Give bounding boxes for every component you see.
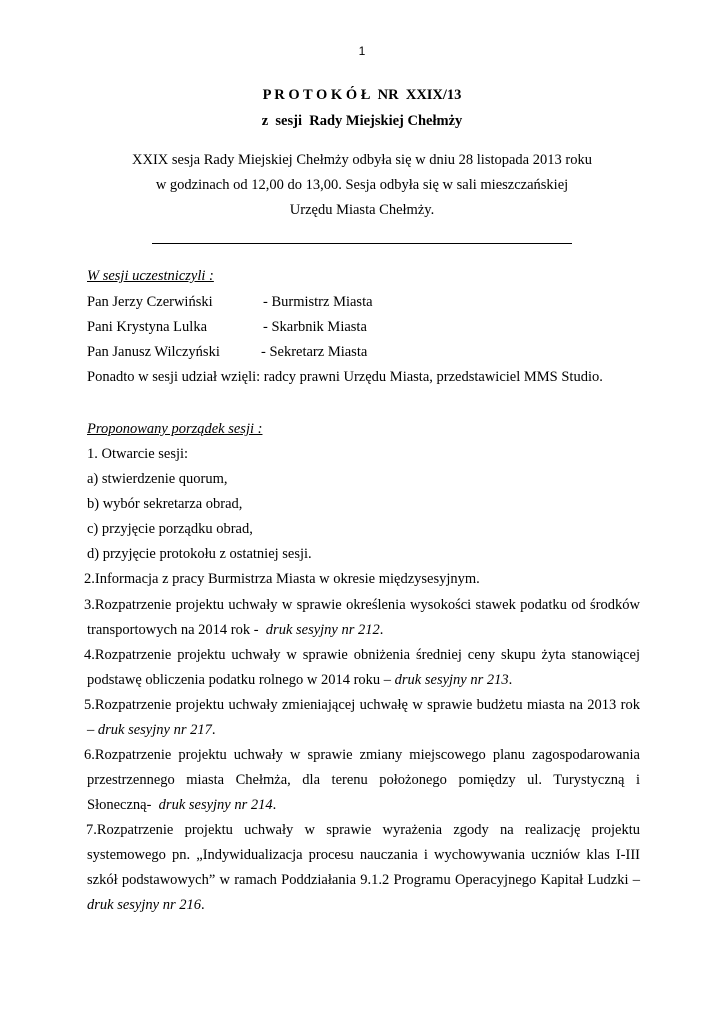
agenda-item-3-line-2: [87, 622, 383, 639]
agenda-item-5-line-1: 5.Rozpatrzenie projektu uchwały zmieniającej uchwałę w sprawie budżetu miasta na 2013 rok: [84, 697, 640, 713]
document-title: P R O T O K Ó Ł NR XXIX/13: [262, 87, 462, 103]
participants-additional: Ponadto w sesji udział wzięli: radcy prawni Urzędu Miasta, przedstawiciel MMS Studio.: [87, 369, 603, 385]
intro-line-2: w godzinach od 12,00 do 13,00. Sesja odbyła się w sali mieszczańskiej: [155, 177, 569, 193]
agenda-heading: Proponowany porządek sesji :: [87, 421, 263, 437]
agenda-item-6-line-1: 6.Rozpatrzenie projektu uchwały w sprawie zmiany miejscowego planu zagospodarowania: [84, 747, 640, 763]
agenda-item-3-line-1: 3.Rozpatrzenie projektu uchwały w sprawie określenia wysokości stawek podatku od środków: [84, 597, 640, 613]
agenda-item-3-text: transportowych na 2014 rok -: [87, 622, 259, 638]
agenda-item-4-period: .: [508, 672, 513, 688]
agenda-item-4-text: podstawę obliczenia podatku rolnego w 2014 roku –: [87, 672, 392, 688]
agenda-item-4-reference: druk sesyjny nr 213: [394, 672, 509, 688]
separator-rule: [152, 243, 572, 244]
participant-3-role: - Sekretarz Miasta: [261, 344, 368, 360]
agenda-item-1d: d) przyjęcie protokołu z ostatniej sesji.: [87, 546, 312, 562]
agenda-item-6-line-2: przestrzennego miasta Chełmża, dla terenu położonego pomiędzy ul. Turystyczną i: [87, 772, 640, 788]
agenda-item-7-reference: druk sesyjny nr 216: [87, 897, 201, 913]
participant-2-name: Pani Krystyna Lulka: [87, 319, 208, 335]
agenda-item-7-line-3: szkół podstawowych” w ramach Poddziałania 9.1.2 Programu Operacyjnego Kapitał Ludzki –: [87, 872, 640, 888]
agenda-item-7-line-2: systemowego pn. „Indywidualizacja procesu nauczania i wychowywania uczniów klas I-III: [87, 847, 640, 863]
agenda-item-6-reference: druk sesyjny nr 214: [158, 797, 273, 813]
participants-heading: W sesji uczestniczyli :: [87, 268, 214, 284]
agenda-item-3-reference: druk sesyjny nr 212: [265, 622, 380, 638]
agenda-item-5-period: .: [211, 722, 216, 738]
agenda-item-6-line-3: [87, 797, 276, 814]
page-number: 1: [358, 44, 366, 58]
agenda-item-6-text: Słoneczną-: [87, 797, 152, 813]
agenda-item-2: 2.Informacja z pracy Burmistrza Miasta w okresie międzysesyjnym.: [84, 571, 480, 587]
intro-line-1: XXIX sesja Rady Miejskiej Chełmży odbyła się w dniu 28 listopada 2013 roku: [132, 152, 592, 168]
intro-line-3: Urzędu Miasta Chełmży.: [289, 202, 435, 218]
agenda-item-7-period: .: [200, 897, 205, 913]
agenda-item-6-period: .: [272, 797, 277, 813]
agenda-item-7-line-4: [87, 897, 205, 914]
document-subtitle: z sesji Rady Miejskiej Chełmży: [261, 113, 463, 129]
agenda-item-7-line-1: 7.Rozpatrzenie projektu uchwały w sprawie wyrażenia zgody na realizację projektu: [86, 822, 640, 838]
agenda-item-1b: b) wybór sekretarza obrad,: [87, 496, 243, 512]
agenda-item-1a: a) stwierdzenie quorum,: [87, 471, 228, 487]
agenda-item-1c: c) przyjęcie porządku obrad,: [87, 521, 253, 537]
agenda-item-5-line-2: [87, 722, 215, 739]
participant-1-name: Pan Jerzy Czerwiński: [87, 294, 213, 310]
agenda-item-4-line-1: 4.Rozpatrzenie projektu uchwały w sprawie obniżenia średniej ceny skupu żyta stanowiącej: [84, 647, 640, 663]
agenda-item-4-line-2: [87, 672, 512, 689]
participant-3-name: Pan Janusz Wilczyński: [87, 344, 220, 360]
agenda-item-1: 1. Otwarcie sesji:: [87, 446, 189, 462]
participant-1-role: - Burmistrz Miasta: [263, 294, 373, 310]
participant-2-role: - Skarbnik Miasta: [263, 319, 367, 335]
agenda-item-3-period: .: [379, 622, 384, 638]
agenda-item-5-reference: – druk sesyjny nr 217: [87, 722, 212, 738]
